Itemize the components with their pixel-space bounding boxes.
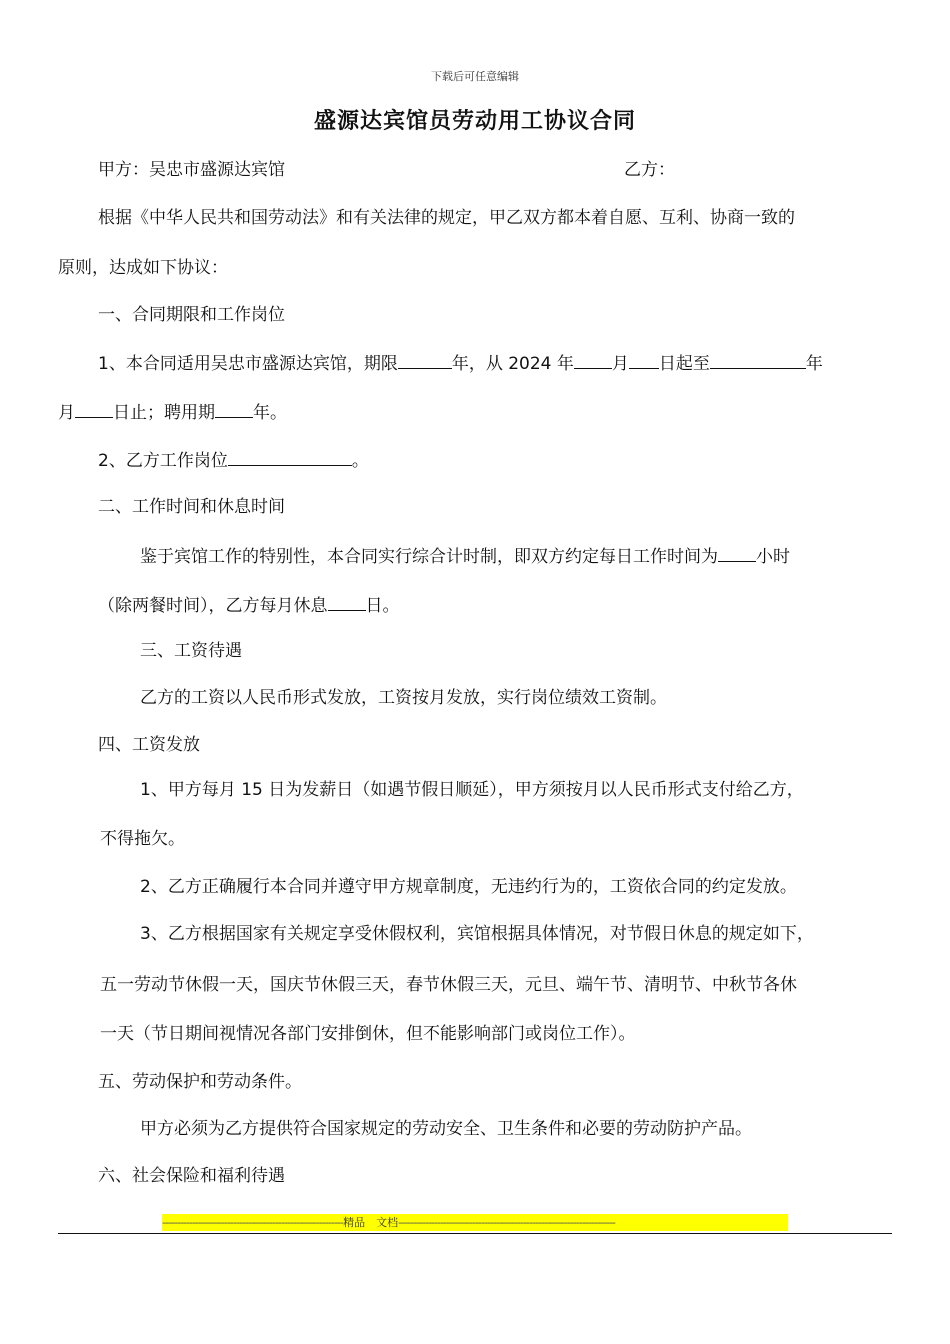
footer-label: 精品 文档	[343, 1216, 399, 1229]
footer-dashes-right: -------------------------------------------------------------------------	[398, 1216, 615, 1229]
blank-end-day	[75, 399, 113, 418]
header-note: 下载后可任意编辑	[431, 70, 519, 83]
blank-monthly-rest-days	[328, 592, 366, 611]
section-6-heading: 六、社会保险和福利待遇	[98, 1166, 285, 1186]
text-segment: 年，从 2024 年	[451, 354, 574, 374]
section-5-paragraph: 甲方必须为乙方提供符合国家规定的劳动安全、卫生条件和必要的劳动防护产品。	[140, 1119, 752, 1139]
section-1-item-1-line-1	[98, 350, 823, 376]
section-4-item-3-line-1: 3、乙方根据国家有关规定享受休假权利，宾馆根据具体情况，对节假日休息的规定如下，	[140, 924, 814, 944]
section-2-paragraph-line-1	[140, 543, 790, 569]
section-4-item-1-line-1: 1、甲方每月 15 日为发薪日（如遇节假日顺延），甲方须按月以人民币形式支付给乙方，	[140, 780, 804, 800]
footer-banner	[162, 1214, 788, 1231]
section-3-heading: 三、工资待遇	[140, 641, 242, 661]
section-1-item-2	[98, 447, 369, 473]
text-segment: 日止；聘用期	[113, 403, 215, 423]
text-segment: （除两餐时间），乙方每月休息	[98, 596, 328, 616]
section-5-heading: 五、劳动保护和劳动条件。	[98, 1072, 302, 1092]
text-segment: 小时	[756, 547, 790, 567]
footer-dashes-left: -------------------------------------------------------------	[162, 1216, 344, 1229]
intro-line-1: 根据《中华人民共和国劳动法》和有关法律的规定，甲乙双方都本着自愿、互利、协商一致的	[98, 208, 795, 228]
intro-line-2: 原则，达成如下协议：	[58, 258, 228, 278]
section-4-item-2: 2、乙方正确履行本合同并遵守甲方规章制度，无违约行为的，工资依合同的约定发放。	[140, 877, 797, 897]
text-segment: 1、本合同适用吴忠市盛源达宾馆，期限	[98, 354, 398, 374]
text-segment: 2、乙方工作岗位	[98, 451, 228, 471]
blank-term-years	[398, 350, 452, 369]
text-segment: 月	[58, 403, 75, 423]
blank-job-position	[228, 447, 352, 466]
footer-divider	[58, 1233, 892, 1234]
section-2-heading: 二、工作时间和休息时间	[98, 497, 285, 517]
blank-end-year	[710, 350, 806, 369]
text-segment: 年	[805, 354, 823, 374]
section-4-item-1-line-2: 不得拖欠。	[100, 829, 185, 849]
section-4-item-3-line-2: 五一劳动节休假一天，国庆节休假三天，春节休假三天，元旦、端午节、清明节、中秋节各休	[100, 975, 797, 995]
section-1-heading: 一、合同期限和工作岗位	[98, 305, 285, 325]
party-a: 甲方：吴忠市盛源达宾馆	[98, 160, 285, 180]
section-4-heading: 四、工资发放	[98, 735, 200, 755]
blank-probation-years	[215, 399, 253, 418]
text-segment: 。	[351, 451, 369, 471]
section-1-item-1-line-2	[58, 399, 287, 425]
section-4-item-3-line-3: 一天（节日期间视情况各部门安排倒休，但不能影响部门或岗位工作）。	[100, 1024, 636, 1044]
text-segment: 月	[611, 354, 629, 374]
blank-start-day	[629, 350, 659, 369]
text-segment: 日起至	[658, 354, 710, 374]
text-segment: 日。	[365, 596, 400, 616]
section-3-paragraph: 乙方的工资以人民币形式发放，工资按月发放，实行岗位绩效工资制。	[140, 688, 667, 708]
party-b: 乙方：	[624, 160, 675, 180]
text-segment: 年。	[253, 403, 287, 423]
blank-daily-hours	[718, 543, 756, 562]
blank-start-month	[574, 350, 612, 369]
text-segment: 鉴于宾馆工作的特别性，本合同实行综合计时制，即双方约定每日工作时间为	[140, 547, 718, 567]
section-2-paragraph-line-2	[98, 592, 400, 618]
document-title: 盛源达宾馆员劳动用工协议合同	[313, 109, 636, 134]
